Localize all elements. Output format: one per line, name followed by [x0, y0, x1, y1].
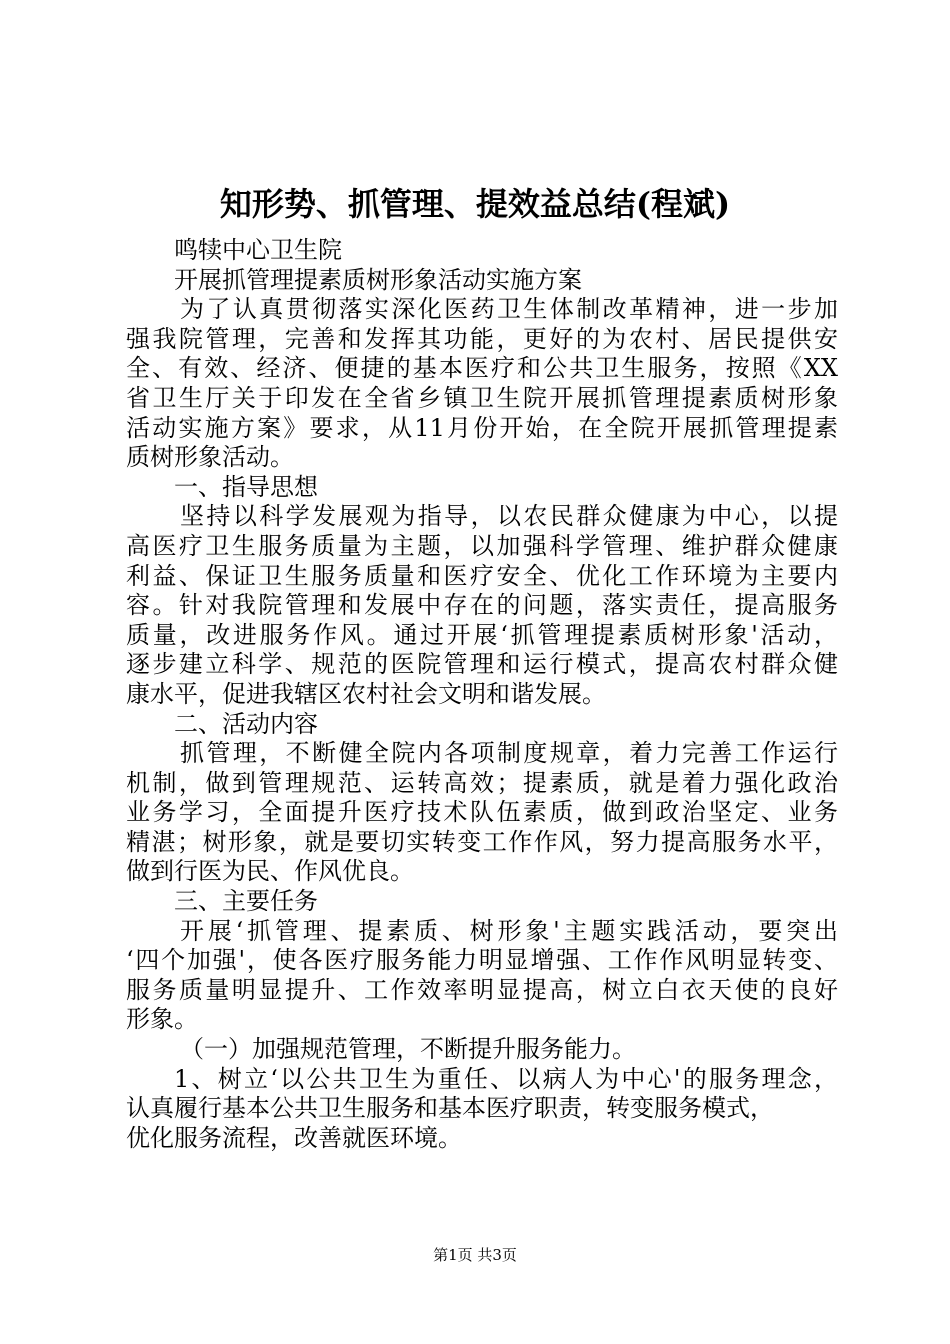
paragraph-line: 省卫生厅关于印发在全省乡镇卫生院开展抓管理提素质树形象 — [126, 383, 838, 412]
org-name-line: 鸣犊中心卫生院 — [174, 236, 342, 264]
paragraph-line: 做到行医为民、作风优良。 — [126, 857, 414, 886]
paragraph-line: 开展‘抓管理、提素质、树形象'主题实践活动，要突出 — [180, 916, 838, 945]
paragraph-line: 抓管理，不断健全院内各项制度规章，着力完善工作运行 — [180, 739, 838, 768]
paragraph-line: 认真履行基本公共卫生服务和基本医疗职责，转变服务模式， — [126, 1094, 774, 1123]
paragraph-line: 1、树立‘以公共卫生为重任、以病人为中心'的服务理念， — [174, 1064, 838, 1093]
paragraph-line: 质树形象活动。 — [126, 443, 294, 472]
section-heading: 一、指导思想 — [174, 472, 318, 501]
paragraph-line: 利益、保证卫生服务质量和医疗安全、优化工作环境为主要内 — [126, 561, 838, 590]
paragraph-line: ‘四个加强'，使各医疗服务能力明显增强、工作作风明显转变、 — [126, 946, 838, 975]
paragraph-line: 全、有效、经济、便捷的基本医疗和公共卫生服务，按照《XX — [126, 354, 838, 383]
paragraph-line: 康水平，促进我辖区农村社会文明和谐发展。 — [126, 679, 606, 708]
paragraph-line: 质量，改进服务作风。通过开展‘抓管理提素质树形象'活动， — [126, 620, 838, 649]
section-heading: 三、主要任务 — [174, 887, 318, 916]
paragraph-line: 服务质量明显提升、工作效率明显提高，树立白衣天使的良好 — [126, 975, 838, 1004]
paragraph-line: 活动实施方案》要求，从11月份开始，在全院开展抓管理提素 — [126, 413, 838, 442]
paragraph-line: 为了认真贯彻落实深化医药卫生体制改革精神，进一步加 — [180, 295, 838, 324]
section-heading: 二、活动内容 — [174, 709, 318, 738]
paragraph-line: 精湛；树形象，就是要切实转变工作作风，努力提高服务水平， — [126, 827, 838, 856]
paragraph-line: 机制，做到管理规范、运转高效；提素质，就是着力强化政治 — [126, 768, 838, 797]
paragraph-line: 业务学习，全面提升医疗技术队伍素质，做到政治坚定、业务 — [126, 798, 838, 827]
paragraph-line: 强我院管理，完善和发挥其功能，更好的为农村、居民提供安 — [126, 324, 838, 353]
paragraph-line: 坚持以科学发展观为指导，以农民群众健康为中心，以提 — [180, 502, 838, 531]
document-title: 知形势、抓管理、提效益总结(程斌) — [219, 185, 731, 223]
page-number-footer: 第1页 共3页 — [433, 1246, 517, 1264]
plan-title-line: 开展抓管理提素质树形象活动实施方案 — [174, 265, 582, 294]
paragraph-line: 高医疗卫生服务质量为主题，以加强科学管理、维护群众健康 — [126, 531, 838, 560]
subsection-heading: （一）加强规范管理，不断提升服务能力。 — [180, 1035, 636, 1064]
paragraph-line: 逐步建立科学、规范的医院管理和运行模式，提高农村群众健 — [126, 650, 838, 679]
paragraph-line: 形象。 — [126, 1005, 198, 1034]
paragraph-line: 容。针对我院管理和发展中存在的问题，落实责任，提高服务 — [126, 591, 838, 620]
paragraph-line: 优化服务流程，改善就医环境。 — [126, 1123, 462, 1152]
document-body — [126, 236, 838, 1153]
